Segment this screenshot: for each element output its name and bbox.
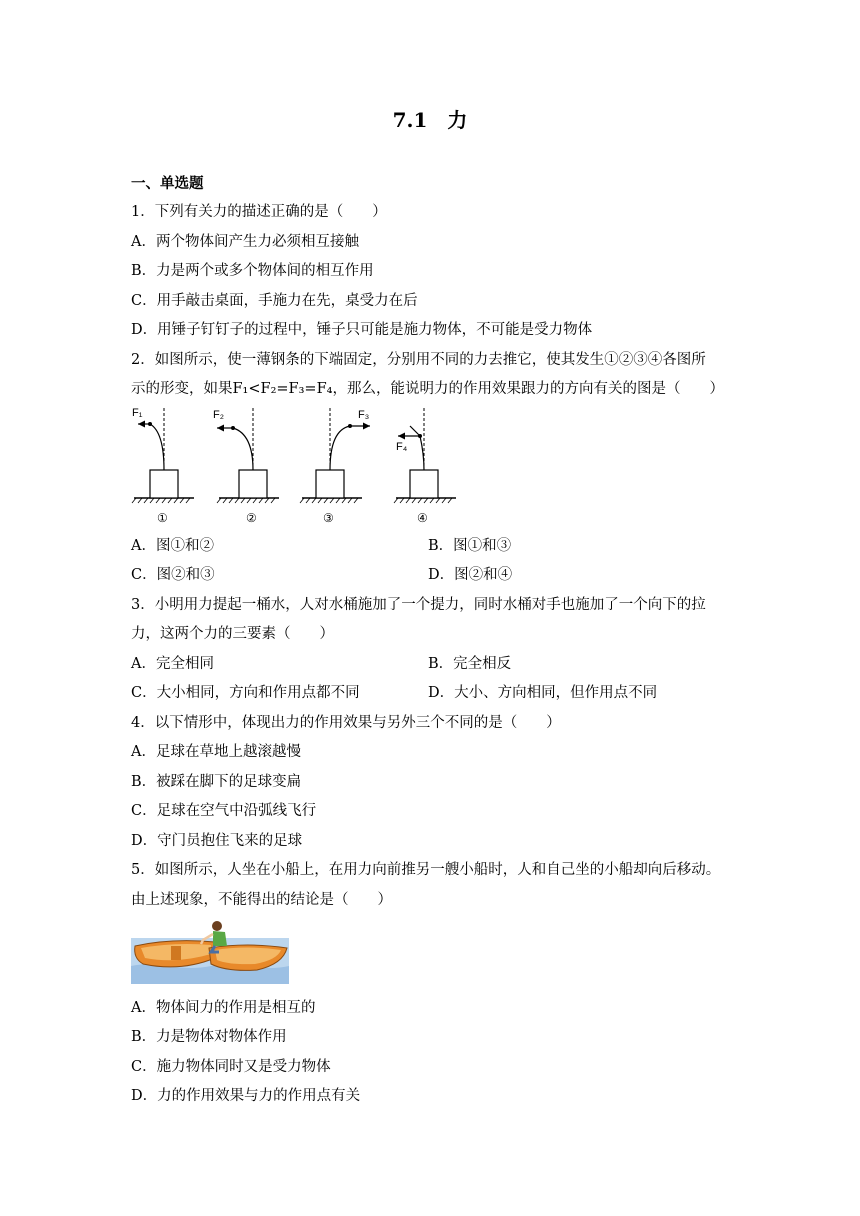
q4-option-a: A．足球在草地上越滚越慢 <box>131 744 301 760</box>
q5-option-b: B．力是物体对物体作用 <box>131 1029 287 1045</box>
q1-option-c: C．用手敲击桌面，手施力在先，桌受力在后 <box>131 293 418 309</box>
q2-option-b: B．图①和③ <box>428 538 512 554</box>
q4-option-c: C．足球在空气中沿弧线飞行 <box>131 803 317 819</box>
boats-figure <box>131 918 289 984</box>
page-title: 7.1 力 <box>392 108 468 132</box>
q2-stem-line1: 2．如图所示，使一薄钢条的下端固定，分别用不同的力去推它，使其发生①②③④各图所 <box>131 352 706 368</box>
figure-4 <box>394 408 456 525</box>
label-f4: F₄ <box>396 441 408 453</box>
figure-num-2: ② <box>246 511 257 525</box>
q1-option-d: D．用锤子钉钉子的过程中，锤子只可能是施力物体，不可能是受力物体 <box>131 322 593 338</box>
q5-option-a: A．物体间力的作用是相互的 <box>131 1000 316 1016</box>
q3-option-b: B．完全相反 <box>428 656 512 672</box>
figure-num-4: ④ <box>417 511 428 525</box>
q3-option-d: D．大小、方向相同，但作用点不同 <box>428 685 658 701</box>
figure-num-3: ③ <box>323 511 334 525</box>
q3-stem-line1: 3．小明用力提起一桶水，人对水桶施加了一个提力，同时水桶对手也施加了一个向下的拉 <box>131 597 706 613</box>
figure-2 <box>213 408 279 525</box>
q5-stem-line2: 由上述现象，不能得出的结论是（ ） <box>131 892 392 908</box>
figure-num-1: ① <box>157 511 168 525</box>
q5-option-d: D．力的作用效果与力的作用点有关 <box>131 1088 361 1104</box>
q5-option-c: C．施力物体同时又是受力物体 <box>131 1059 331 1075</box>
label-f3: F₃ <box>358 409 370 421</box>
q2-option-c: C．图②和③ <box>131 567 215 583</box>
figure-1 <box>132 407 194 525</box>
q2-stem-line2: 示的形变，如果F₁<F₂=F₃=F₄，那么，能说明力的作用效果跟力的方向有关的图是（ ） <box>131 381 724 397</box>
q3-option-c: C．大小相同，方向和作用点都不同 <box>131 685 360 701</box>
q3-option-a: A．完全相同 <box>131 656 214 672</box>
q1-option-a: A．两个物体间产生力必须相互接触 <box>131 234 359 250</box>
q1-option-b: B．力是两个或多个物体间的相互作用 <box>131 263 374 279</box>
label-f2: F₂ <box>213 409 224 421</box>
q2-option-d: D．图②和④ <box>428 567 513 583</box>
q5-stem-line1: 5．如图所示，人坐在小船上，在用力向前推另一艘小船时，人和自己坐的小船却向后移动。 <box>131 862 721 878</box>
q2-option-a: A．图①和② <box>131 538 214 554</box>
q3-stem-line2: 力，这两个力的三要素（ ） <box>131 626 334 642</box>
label-f1: F₁ <box>132 407 143 419</box>
steel-strip-figure <box>128 402 463 528</box>
q4-stem: 4．以下情形中，体现出力的作用效果与另外三个不同的是（ ） <box>131 715 561 731</box>
q4-option-d: D．守门员抱住飞来的足球 <box>131 833 303 849</box>
q4-option-b: B．被踩在脚下的足球变扁 <box>131 774 302 790</box>
figure-3 <box>300 408 370 525</box>
section-heading: 一、单选题 <box>131 176 204 192</box>
q1-stem: 1．下列有关力的描述正确的是（ ） <box>131 204 387 220</box>
